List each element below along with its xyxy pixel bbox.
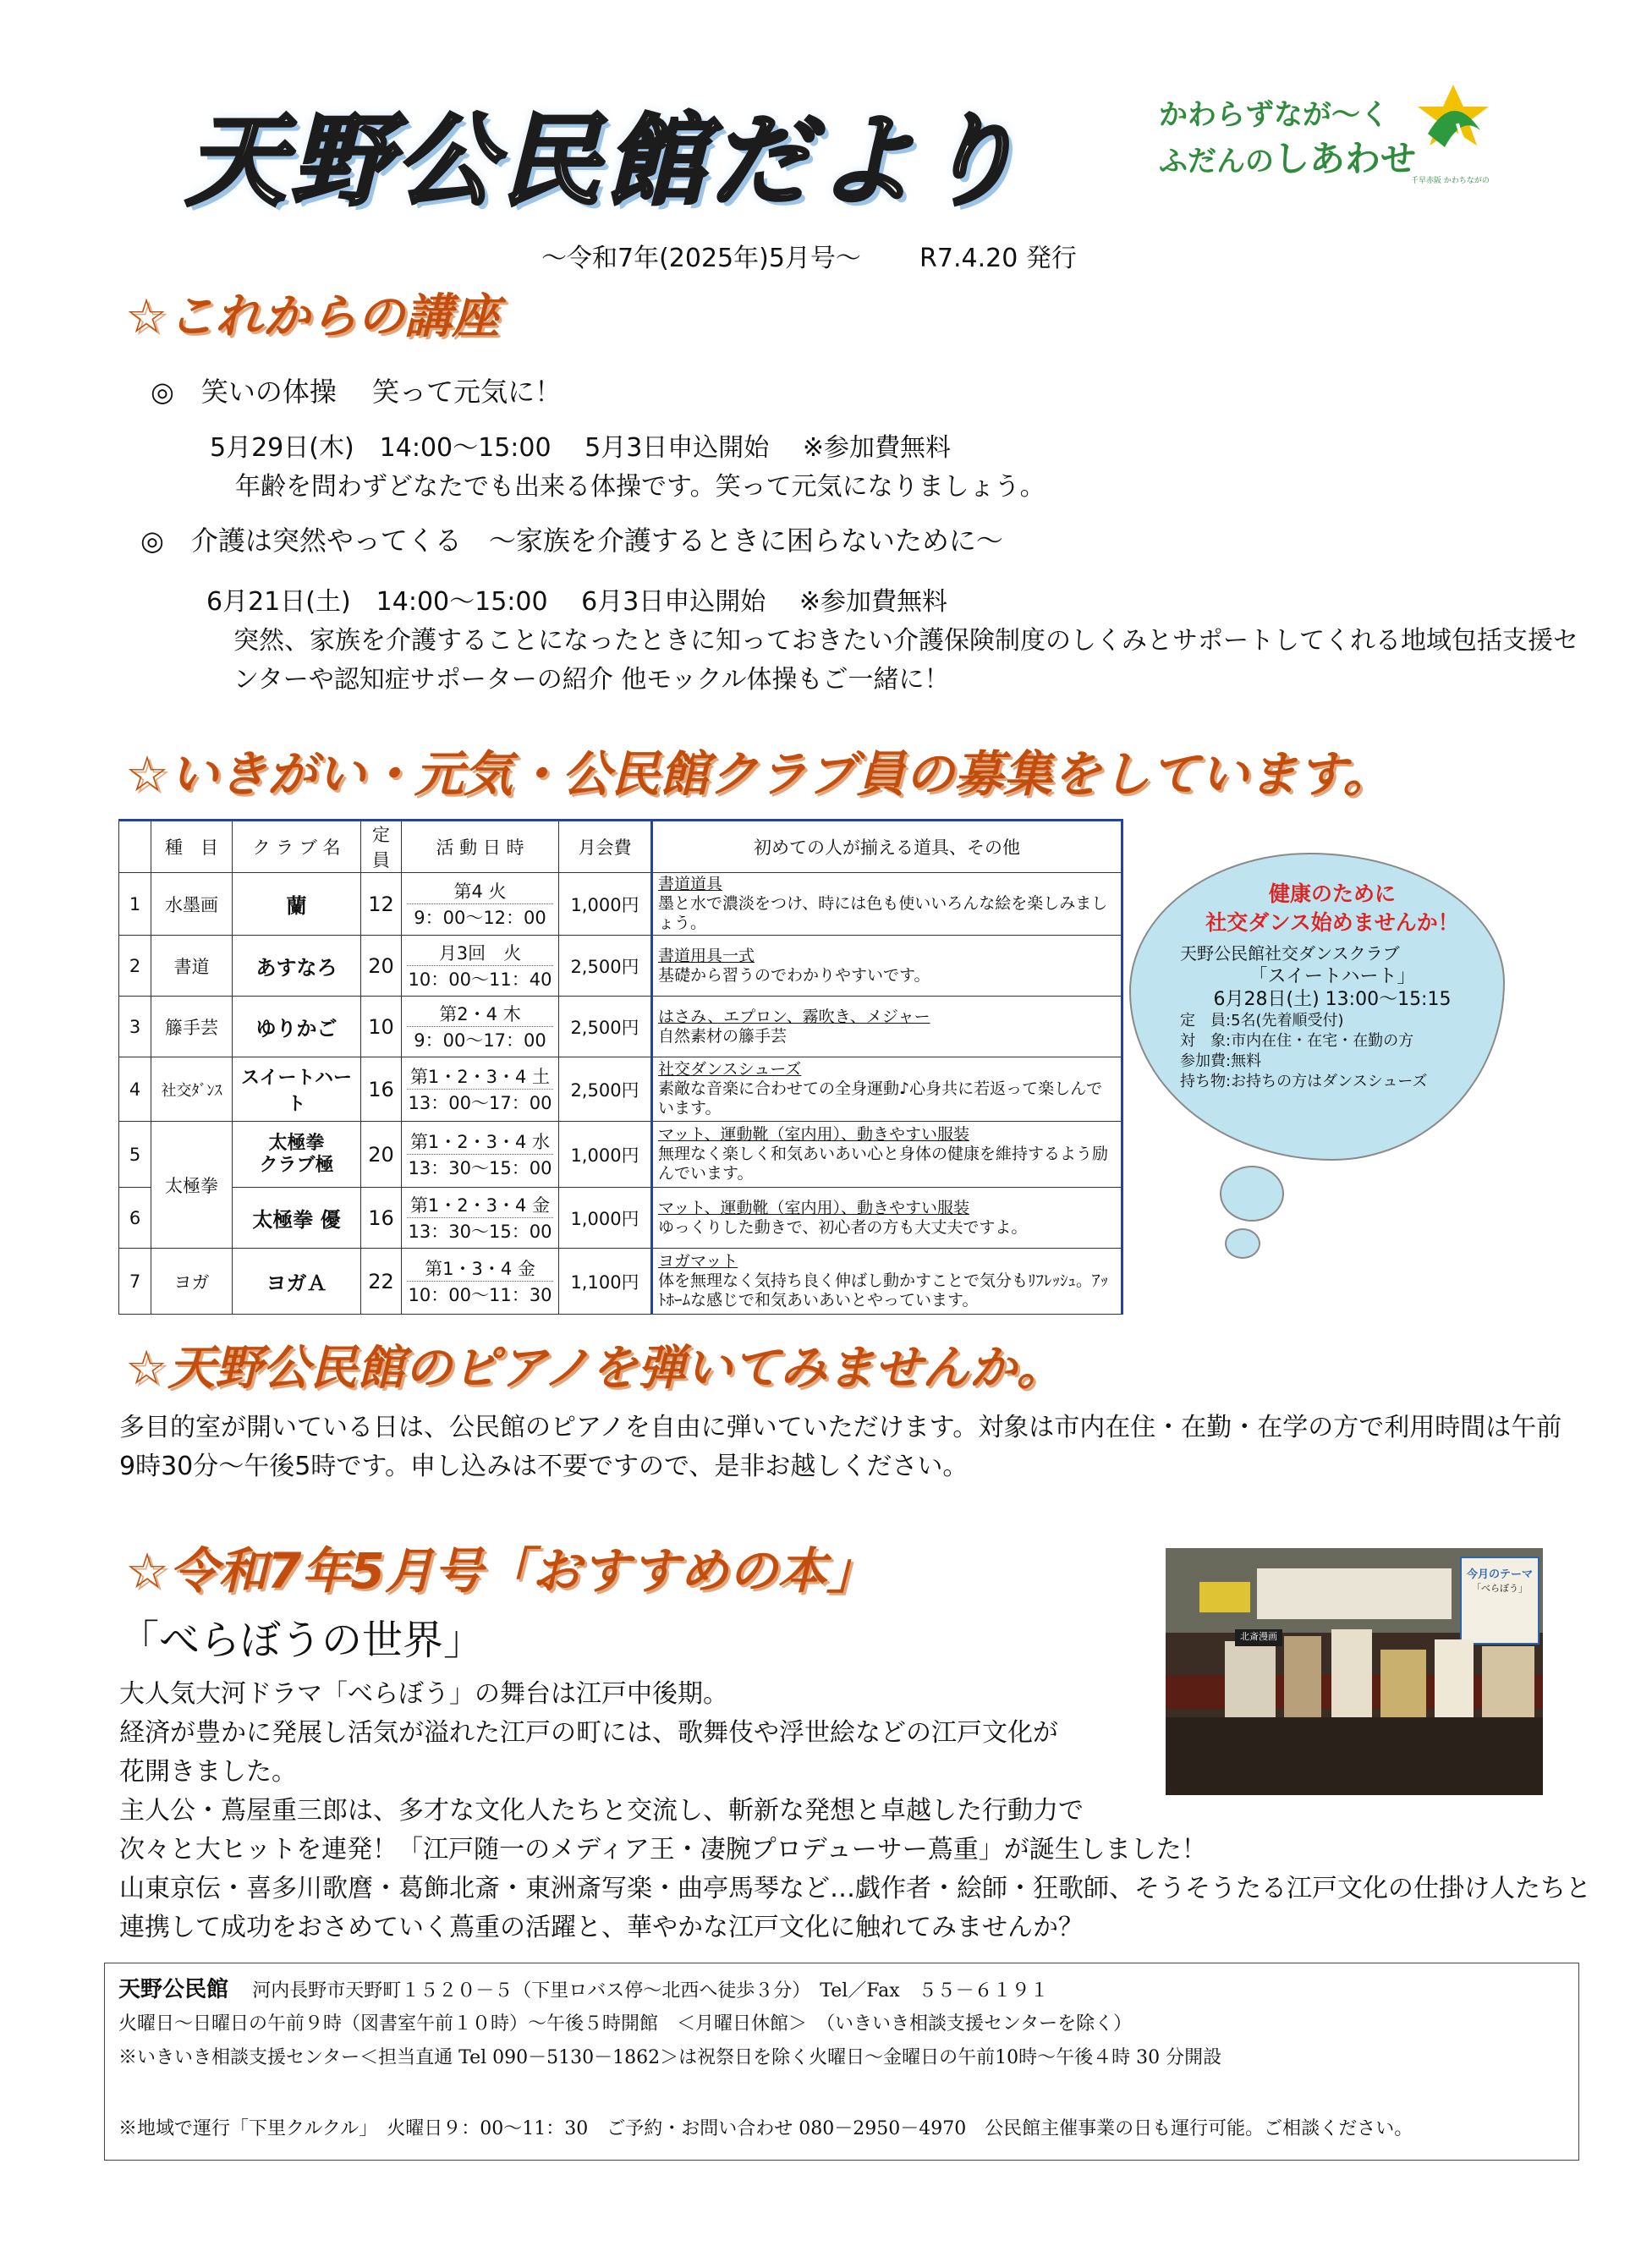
row-club: 蘭 bbox=[233, 873, 361, 936]
row-no: 3 bbox=[119, 997, 151, 1057]
row-schedule bbox=[402, 1188, 559, 1249]
dance-head2: 社交ダンス始めませんか！ bbox=[1205, 910, 1459, 935]
row-cap: 22 bbox=[361, 1249, 402, 1315]
row-time: 13：00～17：00 bbox=[407, 1089, 553, 1115]
cloud-bubble bbox=[1225, 1228, 1260, 1259]
row-schedule bbox=[402, 873, 559, 936]
row-schedule bbox=[402, 1249, 559, 1315]
row-time: 13：30～15：00 bbox=[407, 1154, 553, 1180]
row-desc: 体を無理なく気持ち良く伸ばし動かすことで気分もﾘﾌﾚｯｼｭ。ｱｯﾄﾎｰﾑな感じで和気あいあいとやっています。 bbox=[658, 1271, 1109, 1310]
row-club: スイートハート bbox=[233, 1057, 361, 1122]
photo-board bbox=[1257, 1568, 1452, 1619]
book-heading: ☆令和7年5月号「おすすめの本」 bbox=[125, 1542, 876, 1600]
row-cap: 20 bbox=[361, 936, 402, 997]
row-no: 7 bbox=[119, 1249, 151, 1315]
row-tools: はさみ、エプロン、霧吹き、メジャー bbox=[658, 1007, 930, 1026]
row-cap: 12 bbox=[361, 873, 402, 936]
dance-head1: 健康のために bbox=[1268, 881, 1396, 906]
header-name: ク ラ ブ 名 bbox=[233, 821, 361, 873]
row-club: 太極拳 優 bbox=[233, 1188, 361, 1249]
photo-theme-text: 今月のテーマ bbox=[1466, 1568, 1533, 1581]
row-no: 4 bbox=[119, 1057, 151, 1122]
row-note bbox=[652, 1188, 1122, 1249]
row-kind: 社交ﾀﾞﾝｽ bbox=[151, 1057, 233, 1122]
row-day: 第1・2・3・4 水 bbox=[409, 1132, 551, 1152]
course2-desc-line2: ンターや認知症サポーターの紹介 他モックル体操もご一緒に！ bbox=[233, 665, 950, 695]
row-note bbox=[652, 936, 1122, 997]
header-no bbox=[119, 821, 151, 873]
table-row bbox=[119, 1057, 1122, 1122]
photo-book bbox=[1331, 1629, 1372, 1717]
row-day: 第2・4 木 bbox=[439, 1004, 521, 1024]
row-desc: 墨と水で濃淡をつけ、時には色も使いいろんな絵を楽しみましょう。 bbox=[658, 894, 1108, 932]
footer-hours: 火曜日～日曜日の午前９時（図書室午前１０時）～午後５時開館 ＜月曜日休館＞ （いきいき相談支援センターを除く） bbox=[118, 2013, 1133, 2035]
table-row bbox=[119, 873, 1122, 936]
city-logo bbox=[1411, 81, 1496, 185]
row-cap: 16 bbox=[361, 1057, 402, 1122]
city-logo-text: 千早赤阪 かわちながの bbox=[1411, 177, 1490, 185]
issue-number: ～令和7年(2025年)5月号～ bbox=[541, 244, 861, 273]
row-fee: 1,000円 bbox=[559, 873, 652, 936]
row-tools: ヨガマット bbox=[658, 1252, 738, 1271]
row-fee: 1,100円 bbox=[559, 1249, 652, 1315]
row-fee: 2,500円 bbox=[559, 936, 652, 997]
row-day: 第1・2・3・4 土 bbox=[409, 1067, 551, 1087]
row-kind: 籐手芸 bbox=[151, 997, 233, 1057]
dance-cap: 定 員:5名(先着順受付) bbox=[1180, 1012, 1344, 1030]
clubs-header-row bbox=[119, 821, 1122, 873]
table-row bbox=[119, 997, 1122, 1057]
course2-schedule: 6月21日(土) 14:00～15:00 6月3日申込開始 ※参加費無料 bbox=[206, 587, 947, 617]
catchphrase bbox=[1159, 93, 1416, 184]
book-line: 経済が豊かに発展し活気が溢れた江戸の町には、歌舞伎や浮世絵などの江戸文化が bbox=[119, 1718, 1058, 1748]
footer-name: 天野公民館 bbox=[118, 1977, 229, 2002]
row-note bbox=[652, 1057, 1122, 1122]
book-title: 「べらぼうの世界」 bbox=[118, 1617, 485, 1664]
header-fee: 月会費 bbox=[559, 821, 652, 873]
row-desc: 無理なく楽しく和気あいあい心と身体の健康を維持するよう励んでいます。 bbox=[658, 1145, 1109, 1183]
photo-yellow-sign bbox=[1199, 1582, 1250, 1612]
catchphrase-line2-a: ふだんの bbox=[1159, 145, 1274, 178]
clubs-heading: ☆いきがい・元気・公民館クラブ員の募集をしています。 bbox=[125, 745, 1392, 803]
row-kind: 太極拳 bbox=[151, 1122, 233, 1249]
photo-theme-sub: 「べらぼう」 bbox=[1472, 1583, 1528, 1594]
issue-line bbox=[541, 237, 1077, 274]
footer-address: 河内長野市天野町１５２０－５（下里ロバス停～北西へ徒歩３分） Tel／Fax ５５－６１９１ bbox=[252, 1980, 1049, 2002]
row-kind: ヨガ bbox=[151, 1249, 233, 1315]
row-note bbox=[652, 1122, 1122, 1188]
photo-theme-sign bbox=[1460, 1557, 1539, 1645]
row-time: 10：00～11：30 bbox=[407, 1281, 553, 1307]
row-tools: マット、運動靴（室内用）、動きやすい服装 bbox=[658, 1125, 970, 1144]
photo-book-label: 北斎漫画 bbox=[1235, 1629, 1282, 1646]
row-day: 第4 火 bbox=[453, 881, 507, 902]
clubs-table bbox=[118, 819, 1123, 1315]
header-cap: 定員 bbox=[361, 821, 402, 873]
newsletter-title: 天野公民館だより bbox=[186, 102, 1026, 219]
city-logo-icon bbox=[1411, 81, 1496, 174]
photo-book bbox=[1225, 1641, 1276, 1717]
row-fee: 2,500円 bbox=[559, 1057, 652, 1122]
row-day: 月3回 火 bbox=[438, 943, 522, 964]
row-schedule bbox=[402, 1057, 559, 1122]
row-tools: マット、運動靴（室内用）、動きやすい服装 bbox=[658, 1198, 970, 1217]
book-line: 主人公・蔦屋重三郎は、多才な文化人たちと交流し、斬新な発想と卓越した行動力で bbox=[119, 1796, 1084, 1826]
book-line: 花開きました。 bbox=[119, 1757, 297, 1787]
row-schedule bbox=[402, 997, 559, 1057]
dance-bring: 持ち物:お持ちの方はダンスシューズ bbox=[1180, 1073, 1428, 1090]
course2-title: ◎ 介護は突然やってくる ～家族を介護するときに困らないために～ bbox=[140, 524, 1003, 557]
table-row bbox=[119, 936, 1122, 997]
photo-book bbox=[1435, 1639, 1474, 1717]
row-schedule bbox=[402, 1122, 559, 1188]
book-line: 山東京伝・喜多川歌麿・葛飾北斎・東洲斎写楽・曲亭馬琴など…戯作者・絵師・狂歌師、そうそうたる江戸文化の仕掛け人たちと bbox=[119, 1874, 1591, 1903]
row-desc: 基礎から習うのでわかりやすいです。 bbox=[658, 965, 930, 985]
course1-desc: 年齢を問わずどなたでも出来る体操です。笑って元気になりましょう。 bbox=[235, 472, 1046, 502]
book-display-photo bbox=[1166, 1548, 1543, 1795]
row-club: ゆりかご bbox=[233, 997, 361, 1057]
catchphrase-line1: かわらずなが〜く bbox=[1159, 98, 1389, 132]
row-tools: 書道道具 bbox=[658, 875, 723, 893]
courses-heading: ☆これからの講座 bbox=[125, 289, 500, 344]
row-note bbox=[652, 873, 1122, 936]
footer-center: ※いきいき相談支援センター＜担当直通 Tel 090－5130－1862＞は祝祭日を除く火曜日～金曜日の午前10時～午後４時 30 分開設 bbox=[118, 2047, 1222, 2068]
row-cap: 16 bbox=[361, 1188, 402, 1249]
piano-line1: 多目的室が開いている日は、公民館のピアノを自由に弾いていただけます。対象は市内在住・在勤・在学の方で利用時間は午前 bbox=[119, 1413, 1562, 1442]
row-desc: ゆっくりした動きで、初心者の方も大丈夫ですよ。 bbox=[658, 1217, 1028, 1237]
photo-book bbox=[1380, 1650, 1426, 1721]
row-time: 9：00～12：00 bbox=[407, 903, 553, 930]
row-no: 1 bbox=[119, 873, 151, 936]
row-desc: 素敵な音楽に合わせての全身運動♪心身共に若返って楽しんでいます。 bbox=[658, 1079, 1103, 1118]
photo-book bbox=[1482, 1646, 1534, 1722]
dance-date: 6月28日(土) 13:00～15:15 bbox=[1213, 989, 1452, 1010]
row-cap: 20 bbox=[361, 1122, 402, 1188]
row-tools: 社交ダンスシューズ bbox=[658, 1060, 802, 1079]
row-club: ヨガＡ bbox=[233, 1249, 361, 1315]
photo-book bbox=[1284, 1636, 1321, 1717]
catchphrase-line2-b: しあわせ bbox=[1274, 138, 1417, 179]
row-time: 13：30～15：00 bbox=[407, 1217, 553, 1244]
row-note bbox=[652, 997, 1122, 1057]
piano-line2: 9時30分～午後5時です。申し込みは不要ですので、是非お越しください。 bbox=[119, 1452, 969, 1481]
header-tools: 初めての人が揃える道具、その他 bbox=[652, 821, 1122, 873]
row-schedule bbox=[402, 936, 559, 997]
publish-date: R7.4.20 発行 bbox=[919, 244, 1077, 273]
book-line: 次々と大ヒットを連発！「江戸随一のメディア王・凄腕プロデューサー蔦重」が誕生しました！ bbox=[119, 1835, 1207, 1864]
footer-bus: ※地域で運行「下里クルクル」 火曜日９：00～11：30 ご予約・お問い合わせ 080－2950－4970 公民館主催事業の日も運行可能。ご相談ください。 bbox=[118, 2118, 1413, 2139]
catchphrase-line2 bbox=[1159, 137, 1416, 184]
row-day: 第1・2・3・4 金 bbox=[409, 1195, 551, 1216]
book-line: 大人気大河ドラマ「べらぼう」の舞台は江戸中後期。 bbox=[119, 1679, 728, 1709]
row-no: 5 bbox=[119, 1122, 151, 1188]
course1-schedule: 5月29日(木) 14:00～15:00 5月3日申込開始 ※参加費無料 bbox=[210, 433, 951, 463]
row-fee: 1,000円 bbox=[559, 1122, 652, 1188]
footer-box bbox=[104, 1963, 1579, 2161]
photo-floor bbox=[1166, 1717, 1543, 1795]
row-no: 6 bbox=[119, 1188, 151, 1249]
course1-title: ◎ 笑いの体操 笑って元気に！ bbox=[151, 376, 563, 408]
row-kind: 水墨画 bbox=[151, 873, 233, 936]
dance-target: 対 象:市内在住・在宅・在勤の方 bbox=[1180, 1032, 1414, 1050]
row-kind: 書道 bbox=[151, 936, 233, 997]
row-no: 2 bbox=[119, 936, 151, 997]
row-time: 9：00～17：00 bbox=[407, 1026, 553, 1052]
dance-fee: 参加費:無料 bbox=[1180, 1052, 1262, 1070]
row-note bbox=[652, 1249, 1122, 1315]
row-day: 第1・3・4 金 bbox=[425, 1259, 535, 1279]
header-schedule: 活 動 日 時 bbox=[402, 821, 559, 873]
row-club: あすなろ bbox=[233, 936, 361, 997]
table-row bbox=[119, 1249, 1122, 1315]
table-row bbox=[119, 1188, 1122, 1249]
cloud-bubble bbox=[1220, 1166, 1284, 1222]
header-kind: 種 目 bbox=[151, 821, 233, 873]
footer-contact bbox=[118, 1972, 1049, 2003]
row-tools: 書道用具一式 bbox=[658, 946, 755, 965]
row-cap: 10 bbox=[361, 997, 402, 1057]
dance-org: 天野公民館社交ダンスクラブ bbox=[1180, 943, 1400, 964]
course2-desc-line1: 突然、家族を介護することになったときに知っておきたい介護保険制度のしくみとサポートしてくれる地域包括支援セ bbox=[233, 626, 1578, 656]
table-row bbox=[119, 1122, 1122, 1188]
dance-info bbox=[1180, 880, 1485, 1092]
row-fee: 1,000円 bbox=[559, 1188, 652, 1249]
row-desc: 自然素材の籐手芸 bbox=[658, 1026, 788, 1046]
piano-heading: ☆天野公民館のピアノを弾いてみませんか。 bbox=[125, 1341, 1064, 1396]
row-time: 10：00～11：40 bbox=[407, 965, 553, 991]
book-line: 連携して成功をおさめていく蔦重の活躍と、華やかな江戸文化に触れてみませんか？ bbox=[119, 1913, 1084, 1942]
row-club: 太極拳 クラブ極 bbox=[233, 1122, 361, 1188]
dance-club: 「スイートハート」 bbox=[1249, 966, 1416, 987]
row-fee: 2,500円 bbox=[559, 997, 652, 1057]
